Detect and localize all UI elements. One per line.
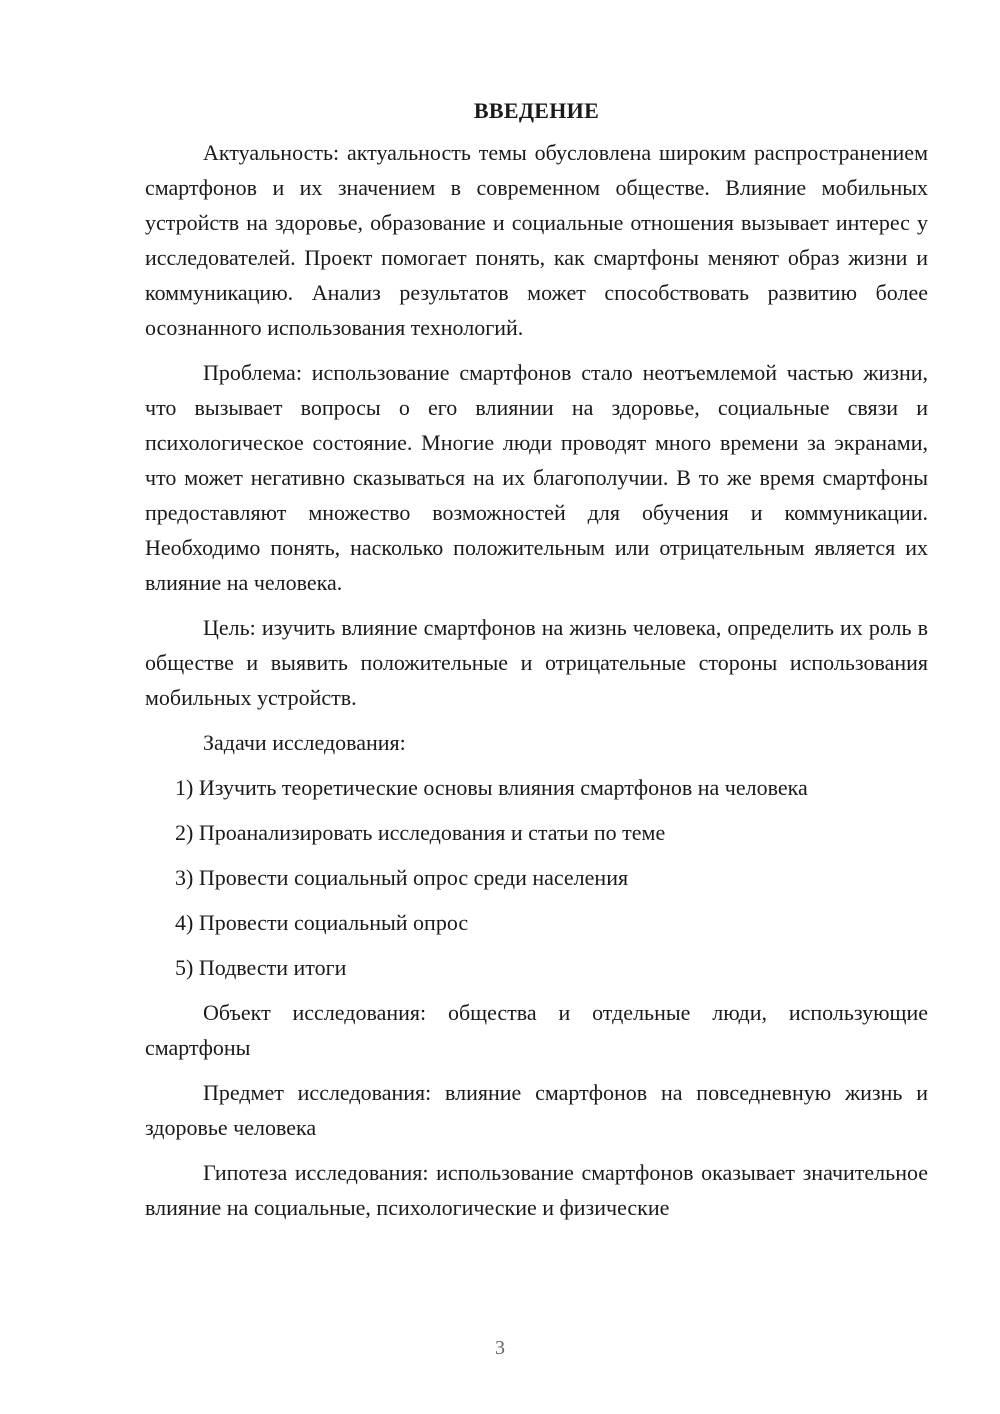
task-item: 5) Подвести итоги <box>175 955 347 980</box>
paragraph-relevance: Актуальность: актуальность темы обусловлена широким распространением смартфонов и их значением в современном обществе. Влияние мобильных устройств на здоровье, образование и социальные отношения вызывает интерес у исследователей. Проект помогает понять, как смартфоны меняют образ жизни и коммуникацию. Анализ результатов может способствовать развитию более осознанного использования технологий. <box>145 140 928 340</box>
section-title: ВВЕДЕНИЕ <box>473 98 600 123</box>
task-item: 4) Провести социальный опрос <box>175 910 469 935</box>
paragraph-subject: Предмет исследования: влияние смартфонов на повседневную жизнь и здоровье человека <box>145 1080 928 1140</box>
paragraph-hypothesis: Гипотеза исследования: использование смартфонов оказывает значительное влияние на социальные, психологические и физические <box>145 1160 928 1220</box>
document-page <box>145 96 928 1235</box>
paragraph-object: Объект исследования: общества и отдельные люди, использующие смартфоны <box>145 1000 928 1060</box>
task-item: 2) Проанализировать исследования и статьи по теме <box>175 820 666 845</box>
paragraph-goal: Цель: изучить влияние смартфонов на жизнь человека, определить их роль в обществе и выявить положительные и отрицательные стороны использования мобильных устройств. <box>145 615 928 710</box>
task-item: 1) Изучить теоретические основы влияния смартфонов на человека <box>175 775 808 800</box>
task-item: 3) Провести социальный опрос среди населения <box>175 865 629 890</box>
tasks-heading: Задачи исследования: <box>203 730 406 755</box>
page-number: 3 <box>495 1337 505 1359</box>
paragraph-problem: Проблема: использование смартфонов стало неотъемлемой частью жизни, что вызывает вопросы о его влиянии на здоровье, социальные связи и психологическое состояние. Многие люди проводят много времени за экранами, что может негативно сказываться на их благополучии. В то же время смартфоны предоставляют множество возможностей для обучения и коммуникации. Необходимо понять, насколько положительным или отрицательным является их влияние на человека. <box>145 360 928 595</box>
tasks-list <box>145 770 928 985</box>
